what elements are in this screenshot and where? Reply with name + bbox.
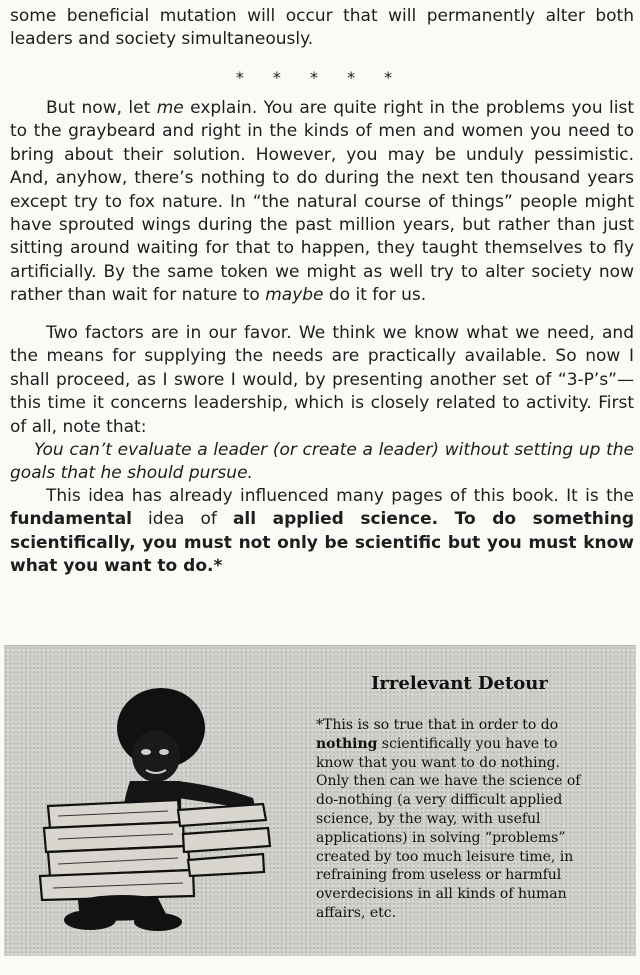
detour-bold-nothing: nothing xyxy=(316,735,378,752)
man-reclining-on-books-illustration xyxy=(18,686,308,946)
eye-right xyxy=(159,749,169,755)
paragraph-explain xyxy=(10,97,634,308)
foot-right xyxy=(134,913,182,931)
bold-fundamental: fundamental xyxy=(10,509,133,530)
book-side-3 xyxy=(188,854,264,876)
book-side-2 xyxy=(183,828,270,852)
paragraph-applied-part-b: idea of xyxy=(132,509,233,530)
eye-left xyxy=(141,749,151,755)
foot-left xyxy=(64,910,116,930)
detour-text xyxy=(316,716,596,923)
detour-title: Irrelevant Detour xyxy=(371,673,548,694)
face-shape xyxy=(132,730,180,782)
paragraph-two-factors: Two factors are in our favor. We think we know what we need, and the means for supplying the needs are practically available. So now I shall proceed, as I swore I would, by presenting another set of “3-P’s”—this time it concerns leadership, which is closely related to activity. First of all, note that: xyxy=(10,323,634,437)
irrelevant-detour-box xyxy=(4,645,636,956)
section-separator: * * * * * xyxy=(235,68,405,87)
paragraph-leader-goals: You can’t evaluate a leader (or create a leader) without setting up the goals that he should pursue. xyxy=(10,440,634,484)
detour-text-part-b: scientifically you have to know that you want to do nothing. Only then can we have the science of do-nothing (a very difficult applied science, by the way, with useful applications) in solving “problems” created by too much leisure time, in refraining from useless or harmful overdecisions in all kinds of human affairs, etc. xyxy=(316,735,581,921)
paragraph-applied-science xyxy=(10,485,634,579)
paragraph-explain-part-a: But now, let xyxy=(46,98,157,118)
paragraph-explain-part-c: do it for us. xyxy=(323,285,427,306)
paragraph-applied-part-a: This idea has already influenced many pages of this book. It is the xyxy=(46,486,634,506)
emphasis-me: me xyxy=(156,98,184,118)
emphasis-maybe: maybe xyxy=(265,285,324,306)
detour-text-part-a: *This is so true that in order to do xyxy=(316,717,559,733)
book-side-1 xyxy=(178,804,266,826)
bold-applied-science: all applied science. To do something scientifically, you must not only be scientific but you must know what you want to do.* xyxy=(10,509,634,577)
paragraph-explain-part-b: explain. You are quite right in the problems you list to the graybeard and right in the kinds of men and women you need to bring about their solution. However, you may be unduly pessimistic. And, anyhow, there’s nothing to do during the next ten thousand years except try to fox nature. In “the natural course of things” people might have sprouted wings during the past million years, but rather than just sitting around waiting for that to happen, they taught themselves to fly artificially. By the same token we might as well try to alter society now rather than wait for nature to xyxy=(10,98,634,306)
continuation-paragraph: some beneficial mutation will occur that will permanently alter both leaders and society simultaneously. xyxy=(10,6,634,50)
